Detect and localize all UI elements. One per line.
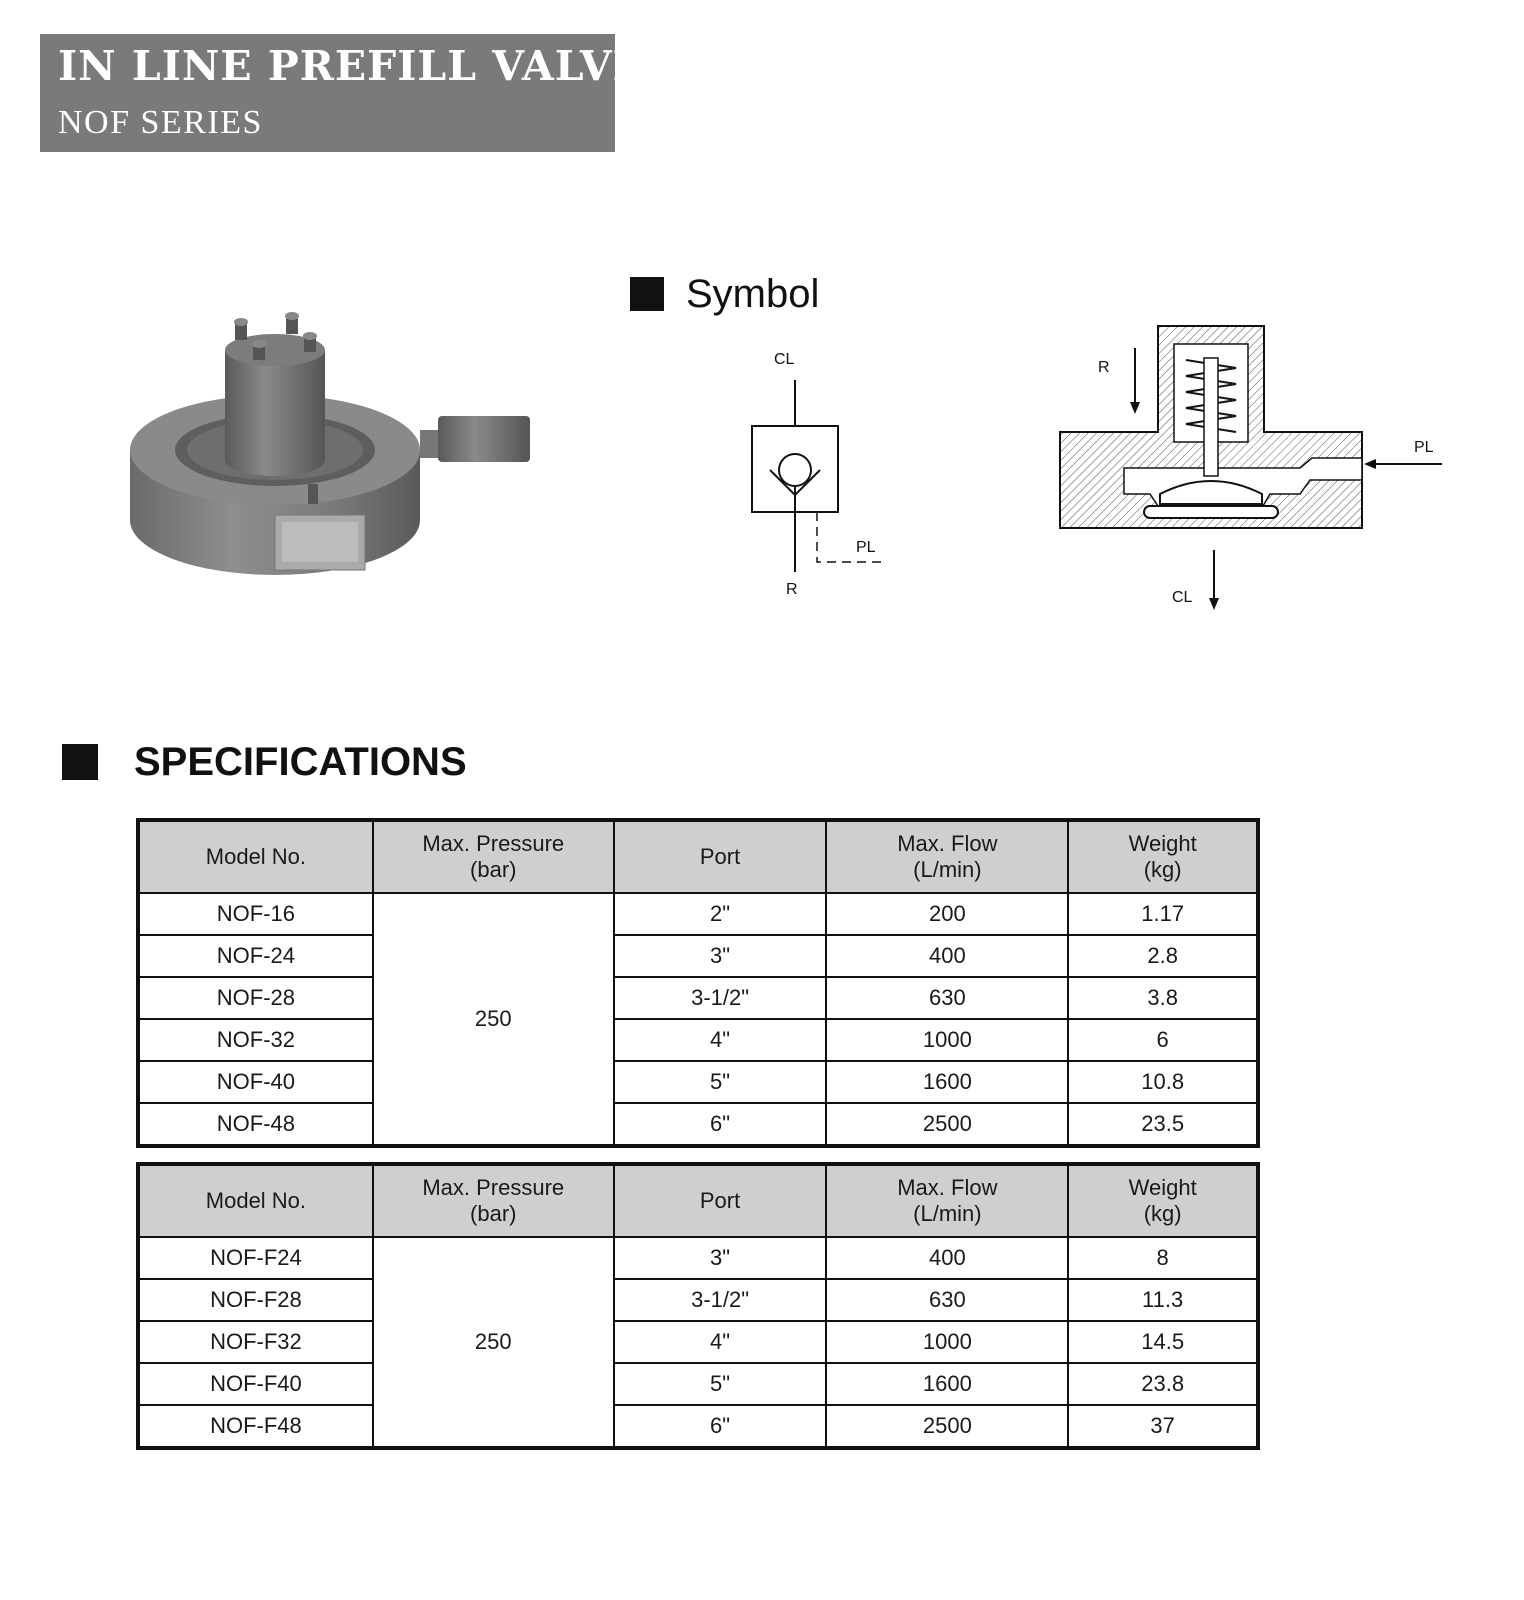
cell-port: 4" (614, 1019, 827, 1061)
header-model: Model No. (138, 1164, 373, 1237)
cell-flow: 2500 (826, 1103, 1068, 1146)
hydraulic-symbol (740, 340, 910, 610)
table-header-row (138, 1164, 1258, 1237)
cell-pressure: 250 (373, 893, 614, 1146)
sectional-drawing (1050, 318, 1460, 618)
cell-model: NOF-F32 (138, 1321, 373, 1363)
header-port: Port (614, 1164, 827, 1237)
header-weight-line2: (kg) (1143, 1201, 1182, 1226)
section-label-cl: CL (1172, 589, 1193, 606)
header-flow-line1: Max. Flow (897, 1175, 998, 1200)
specifications-heading (62, 738, 467, 786)
cell-model: NOF-28 (138, 977, 373, 1019)
cell-flow: 1600 (826, 1363, 1068, 1405)
header-flow-line2: (L/min) (913, 857, 982, 882)
cell-port: 4" (614, 1321, 827, 1363)
cell-port: 5" (614, 1061, 827, 1103)
header-pressure (373, 820, 614, 893)
cell-weight: 2.8 (1068, 935, 1258, 977)
cell-model: NOF-F24 (138, 1237, 373, 1279)
table-row (138, 1405, 1258, 1448)
cell-model: NOF-F48 (138, 1405, 373, 1448)
cell-flow: 630 (826, 1279, 1068, 1321)
cell-weight: 10.8 (1068, 1061, 1258, 1103)
cell-port: 3-1/2" (614, 977, 827, 1019)
table-row (138, 1321, 1258, 1363)
cell-weight: 23.5 (1068, 1103, 1258, 1146)
cell-weight: 14.5 (1068, 1321, 1258, 1363)
table-row (138, 1019, 1258, 1061)
cell-flow: 1000 (826, 1019, 1068, 1061)
header-flow-line2: (L/min) (913, 1201, 982, 1226)
square-bullet-icon (630, 277, 664, 311)
cell-flow: 630 (826, 977, 1068, 1019)
table-row (138, 935, 1258, 977)
cell-port: 2" (614, 893, 827, 935)
symbol-label-pl: PL (856, 539, 876, 556)
symbol-label-r: R (786, 581, 798, 598)
cell-model: NOF-32 (138, 1019, 373, 1061)
cell-flow: 1600 (826, 1061, 1068, 1103)
cell-model: NOF-48 (138, 1103, 373, 1146)
symbol-label-cl: CL (774, 351, 795, 368)
table-row (138, 893, 1258, 935)
header-weight-line1: Weight (1128, 831, 1197, 856)
page-title: IN LINE PREFILL VALVE (58, 42, 645, 90)
header-flow-line1: Max. Flow (897, 831, 998, 856)
table-row (138, 977, 1258, 1019)
cell-port: 3-1/2" (614, 1279, 827, 1321)
table-row (138, 1103, 1258, 1146)
cell-port: 6" (614, 1103, 827, 1146)
cell-model: NOF-24 (138, 935, 373, 977)
table-row (138, 1363, 1258, 1405)
cell-weight: 23.8 (1068, 1363, 1258, 1405)
series-subtitle: NOF SERIES (58, 104, 263, 141)
symbol-heading-text: Symbol (686, 271, 820, 316)
header-pressure (373, 1164, 614, 1237)
cell-pressure: 250 (373, 1237, 614, 1448)
cell-weight: 11.3 (1068, 1279, 1258, 1321)
cell-model: NOF-F28 (138, 1279, 373, 1321)
cell-weight: 6 (1068, 1019, 1258, 1061)
product-photo (120, 300, 540, 590)
table-header-row (138, 820, 1258, 893)
cell-port: 3" (614, 1237, 827, 1279)
header-weight-line2: (kg) (1143, 857, 1182, 882)
header-weight (1068, 820, 1258, 893)
cell-weight: 1.17 (1068, 893, 1258, 935)
header-flow (826, 820, 1068, 893)
table-row (138, 1279, 1258, 1321)
square-bullet-icon (62, 744, 98, 780)
cell-port: 6" (614, 1405, 827, 1448)
header-pressure-line2: (bar) (470, 857, 517, 882)
cell-flow: 200 (826, 893, 1068, 935)
header-pressure-line1: Max. Pressure (422, 1175, 565, 1200)
header-weight-line1: Weight (1128, 1175, 1197, 1200)
spec-table-nof-f (136, 1162, 1260, 1450)
symbol-heading (630, 272, 819, 316)
header-weight (1068, 1164, 1258, 1237)
cell-port: 5" (614, 1363, 827, 1405)
cell-port: 3" (614, 935, 827, 977)
cell-flow: 400 (826, 1237, 1068, 1279)
title-banner (40, 34, 645, 152)
cell-flow: 2500 (826, 1405, 1068, 1448)
specifications-heading-text: SPECIFICATIONS (134, 739, 467, 784)
cell-model: NOF-16 (138, 893, 373, 935)
header-flow (826, 1164, 1068, 1237)
cell-model: NOF-40 (138, 1061, 373, 1103)
header-model: Model No. (138, 820, 373, 893)
cell-weight: 8 (1068, 1237, 1258, 1279)
table-row (138, 1237, 1258, 1279)
header-port: Port (614, 820, 827, 893)
cell-flow: 400 (826, 935, 1068, 977)
header-pressure-line2: (bar) (470, 1201, 517, 1226)
section-label-r: R (1098, 359, 1110, 376)
cell-model: NOF-F40 (138, 1363, 373, 1405)
cell-weight: 3.8 (1068, 977, 1258, 1019)
section-label-pl: PL (1414, 439, 1434, 456)
cell-flow: 1000 (826, 1321, 1068, 1363)
cell-weight: 37 (1068, 1405, 1258, 1448)
spec-table-nof (136, 818, 1260, 1148)
table-row (138, 1061, 1258, 1103)
header-pressure-line1: Max. Pressure (422, 831, 565, 856)
